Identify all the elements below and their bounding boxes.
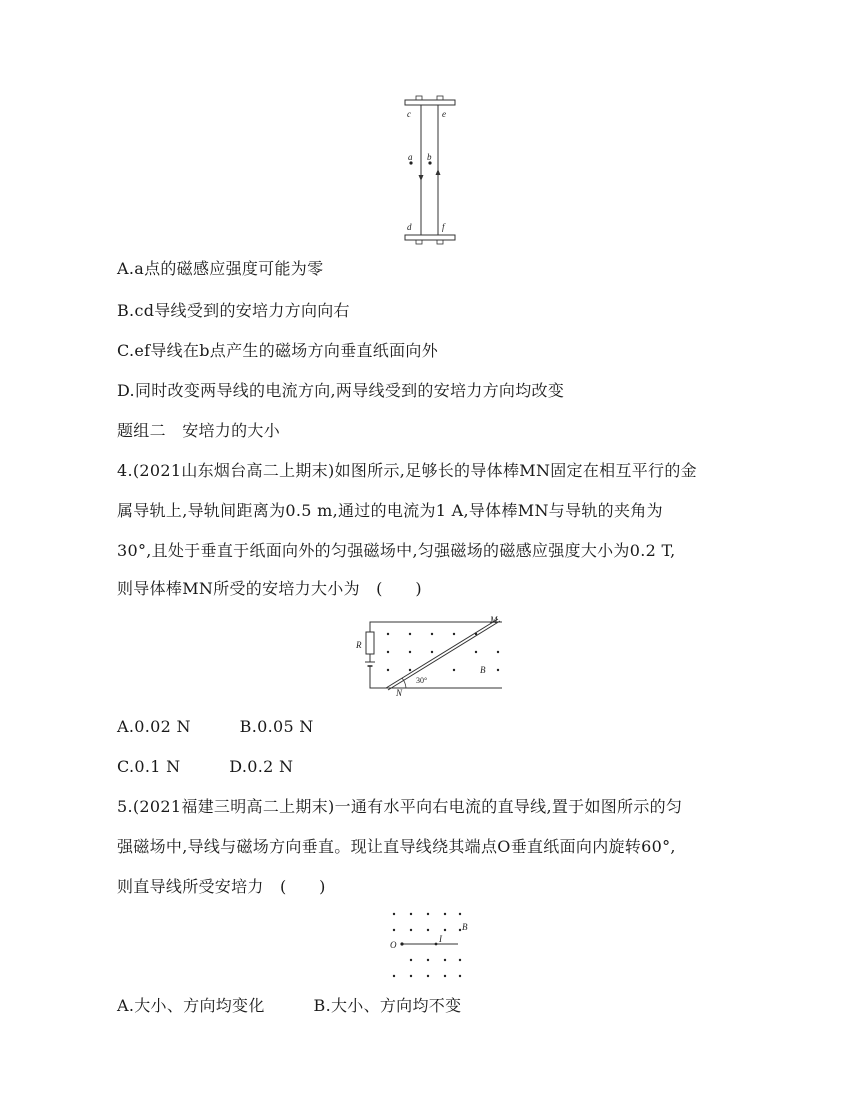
- label-N: N: [396, 688, 403, 696]
- section-title: 题组二 安培力的大小: [117, 421, 281, 440]
- label-O: O: [390, 940, 397, 950]
- q4-line-4: 则导体棒MN所受的安培力大小为 ( ): [117, 579, 422, 598]
- q4-line-3: 30°,且处于垂直于纸面向外的匀强磁场中,匀强磁场的磁感应强度大小为0.2 T,: [117, 541, 676, 560]
- figure-inclined-rod: [352, 614, 508, 696]
- figure-wire-in-field: [384, 906, 476, 980]
- q3-option-b: B.cd导线受到的安培力方向向右: [117, 301, 350, 320]
- q5-options-1: A.大小、方向均变化 B.大小、方向均不变: [117, 996, 462, 1015]
- label-a: a: [408, 152, 413, 162]
- figure-parallel-wires: [395, 92, 465, 252]
- label-R: R: [356, 640, 362, 650]
- q3-option-d: D.同时改变两导线的电流方向,两导线受到的安培力方向均改变: [117, 381, 565, 400]
- q3-option-c: C.ef导线在b点产生的磁场方向垂直纸面向外: [117, 341, 438, 360]
- q5-line-2: 强磁场中,导线与磁场方向垂直。现让直导线绕其端点O垂直纸面向内旋转60°,: [117, 837, 676, 856]
- q5-line-3: 则直导线所受安培力 ( ): [117, 877, 326, 896]
- label-M: M: [490, 615, 498, 625]
- label-e: e: [442, 109, 446, 119]
- q4-options-1: A.0.02 N B.0.05 N: [117, 717, 314, 736]
- label-c: c: [407, 109, 411, 119]
- q4-line-2: 属导轨上,导轨间距离为0.5 m,通过的电流为1 A,导体棒MN与导轨的夹角为: [117, 501, 663, 520]
- label-f: f: [442, 222, 445, 232]
- label-B2: B: [462, 922, 468, 932]
- q4-options-2: C.0.1 N D.0.2 N: [117, 757, 294, 776]
- label-B: B: [480, 665, 486, 675]
- q3-option-a: A.a点的磁感应强度可能为零: [117, 259, 324, 278]
- label-d: d: [407, 222, 412, 232]
- label-b: b: [427, 152, 432, 162]
- label-I: I: [439, 934, 442, 944]
- label-angle: 30°: [416, 676, 428, 685]
- q4-line-1: 4.(2021山东烟台高二上期末)如图所示,足够长的导体棒MN固定在相互平行的金: [117, 461, 697, 480]
- q5-line-1: 5.(2021福建三明高二上期末)一通有水平向右电流的直导线,置于如图所示的匀: [117, 797, 683, 816]
